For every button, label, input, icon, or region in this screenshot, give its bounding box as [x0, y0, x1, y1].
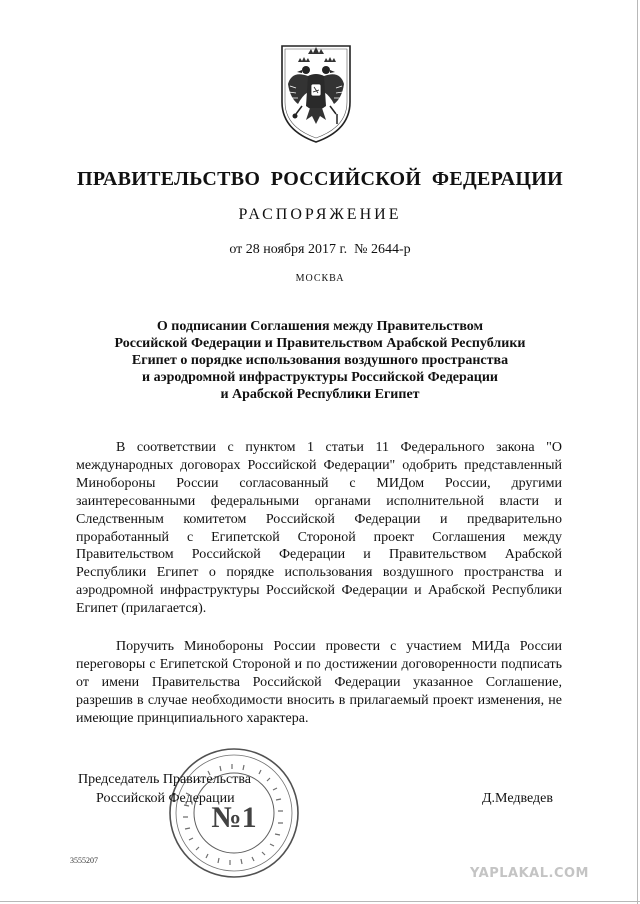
body-paragraph-1	[76, 439, 562, 618]
signatory-name: Д.Медведев	[482, 791, 553, 806]
subject-line: и аэродромной инфраструктуры Российской Федерации	[142, 370, 498, 385]
signatory-title-line2: Российской Федерации	[96, 791, 235, 806]
body-paragraph-2	[76, 638, 562, 728]
russian-coat-of-arms-icon	[268, 40, 364, 146]
document-subject	[80, 318, 560, 403]
document-city: МОСКВА	[295, 273, 345, 284]
official-seal-icon	[166, 745, 302, 881]
signatory-title-line1: Председатель Правительства	[78, 772, 251, 787]
paragraph-text: В соответствии с пунктом 1 статьи 11 Федерального закона "О международных договорах Российской Федерации" одобрить представленный Минобороны России согласованный с МИДом России, другими заинтересованными федеральными органами исполнительной власти и Следственным комитетом Российской Федерации и предварительно проработанный с Египетской Стороной проект Соглашения между Правительством Российской Федерации и Правительством Арабской Республики Египет о порядке использования воздушного пространства и аэродромной инфраструктуры Российской Федерации и Арабской Республики Египет (прилагается).	[76, 440, 562, 617]
page-border-right	[637, 0, 638, 904]
document-date-number: от 28 ноября 2017 г. № 2644-р	[229, 242, 411, 257]
document-type: РАСПОРЯЖЕНИЕ	[238, 206, 402, 223]
site-watermark: YAPLAKAL.COM	[470, 866, 589, 881]
page-border-bottom	[0, 901, 640, 902]
government-title: ПРАВИТЕЛЬСТВО РОССИЙСКОЙ ФЕДЕРАЦИИ	[77, 168, 563, 190]
subject-line: О подписании Соглашения между Правительством	[156, 319, 484, 334]
subject-line: Египет о порядке использования воздушного пространства	[131, 353, 509, 368]
paragraph-text: Поручить Минобороны России провести с участием МИДа России переговоры с Египетской Стороной и по достижении договоренности подписать от имени Правительства Российской Федерации указанное Соглашение, разрешив в случае необходимости вносить в прилагаемый проект изменения, не имеющие принципиального характера.	[76, 639, 562, 726]
document-code: 3555207	[70, 856, 98, 865]
subject-line: Российской Федерации и Правительством Арабской Республики	[114, 336, 526, 351]
signatory-title	[78, 770, 251, 808]
subject-line: и Арабской Республики Египет	[220, 387, 420, 402]
seal-number: №1	[211, 801, 257, 834]
